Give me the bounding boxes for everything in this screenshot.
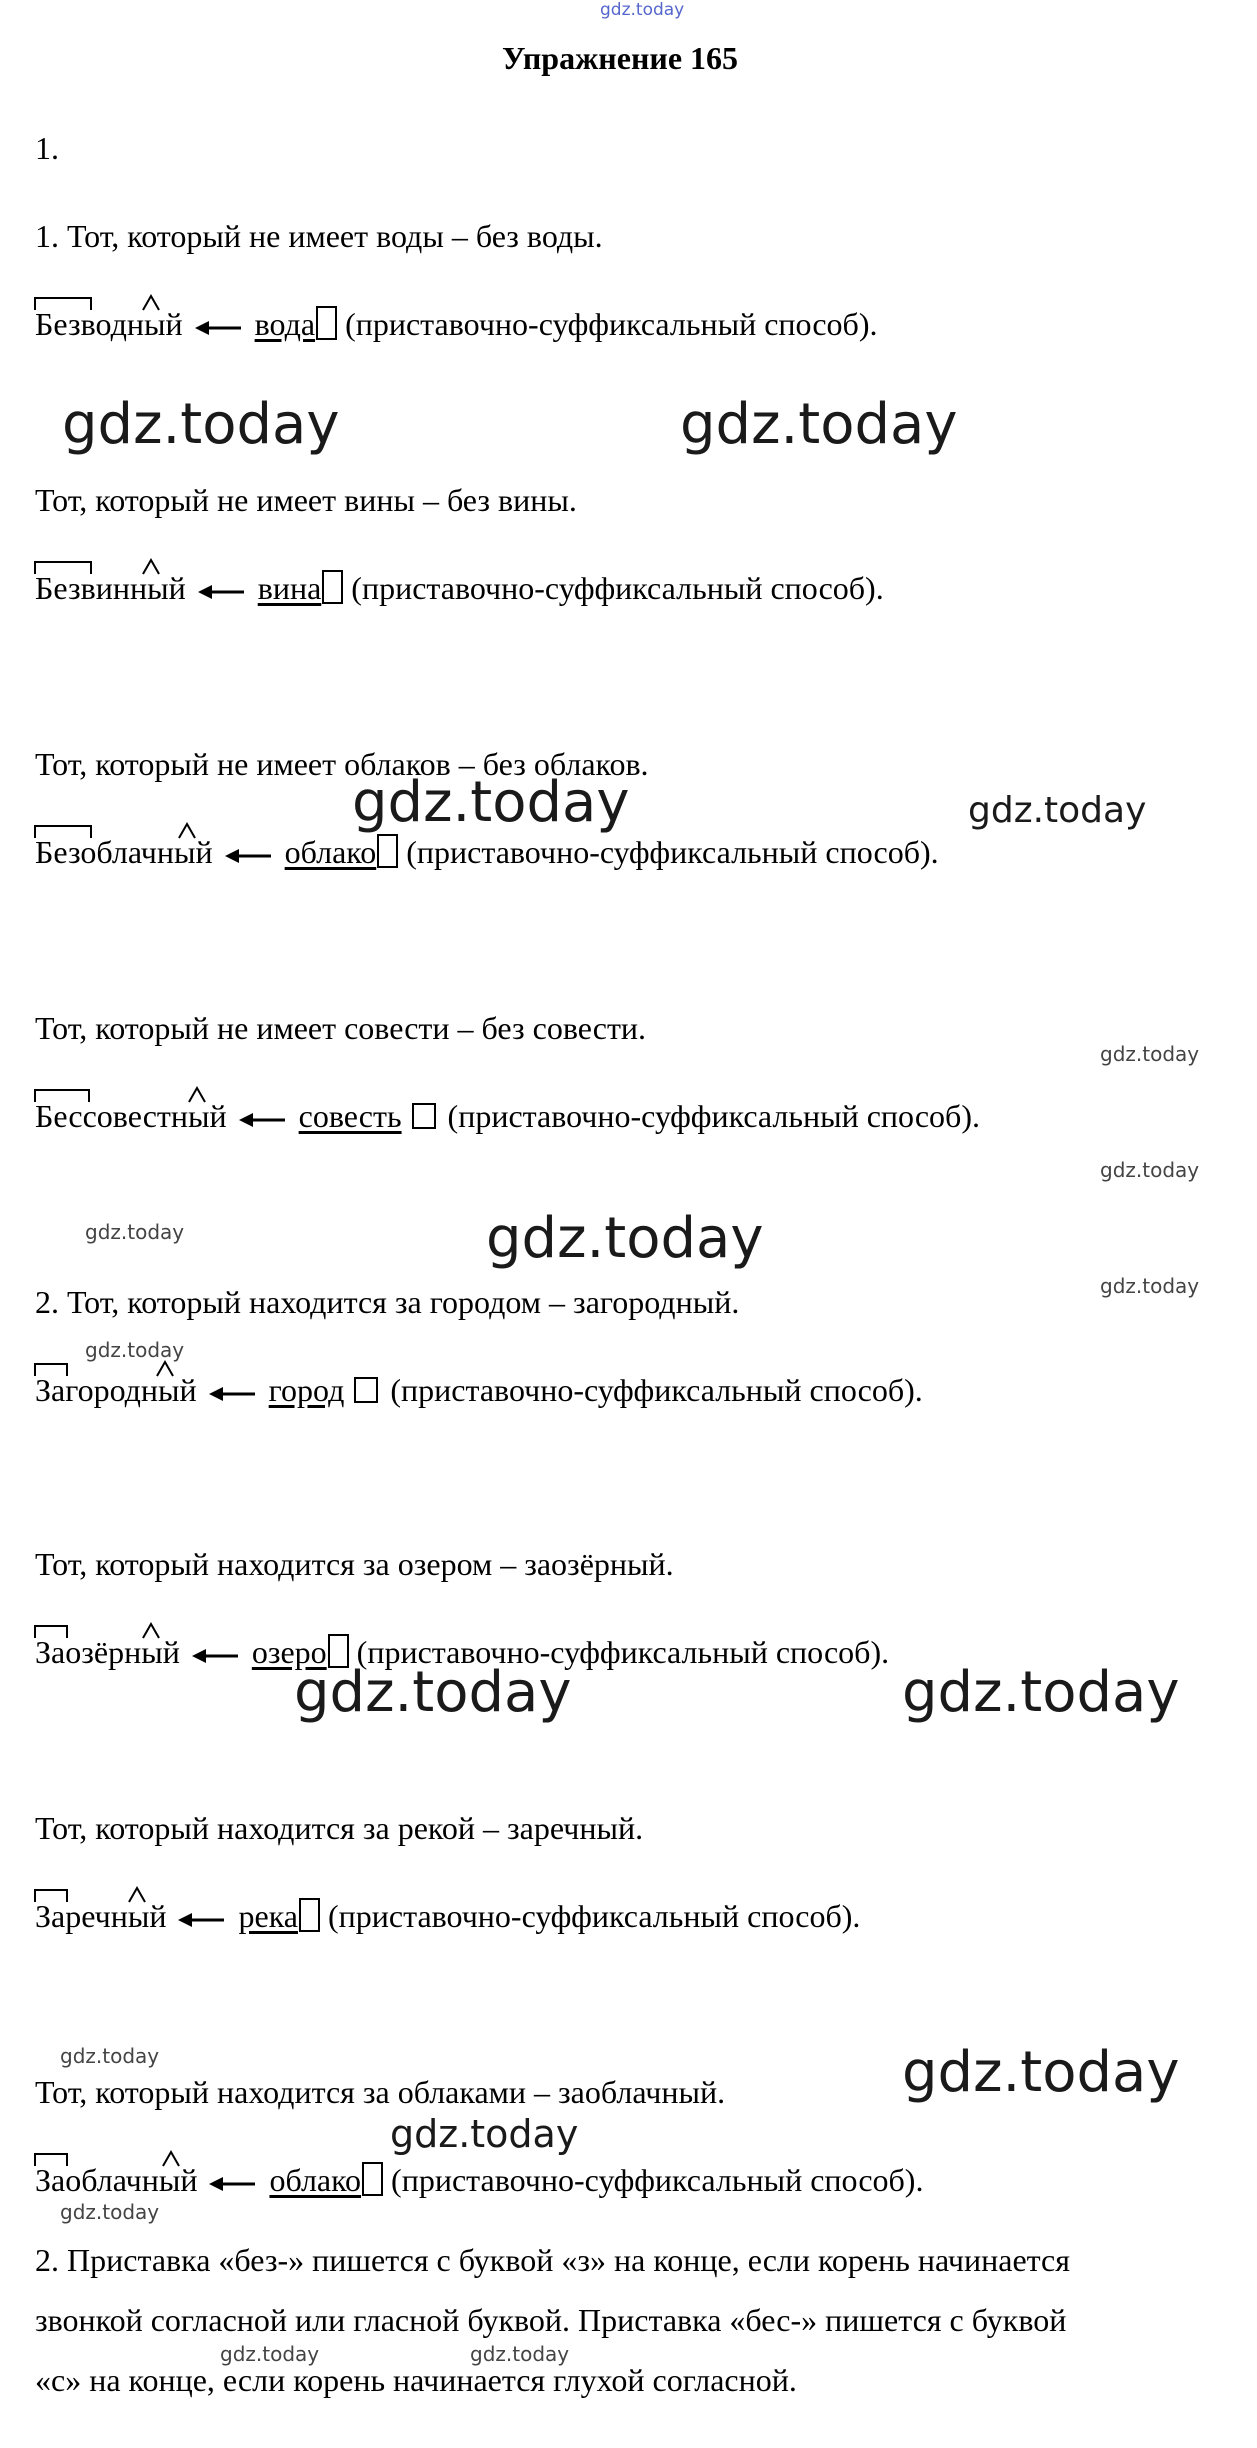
morpheme-marks	[33, 820, 233, 840]
question-line: Тот, который находится за озером – заозёрный.	[35, 1546, 674, 1582]
watermark: gdz.today	[486, 1206, 764, 1271]
question-line: Тот, который находится за облаками – заоблачный.	[35, 2074, 726, 2110]
watermark: gdz.today	[902, 1660, 1180, 1725]
derived-word: Заозёрный	[35, 1634, 180, 1670]
watermark: gdz.today	[1100, 1042, 1200, 1066]
left-arrow-icon	[178, 1910, 226, 1930]
base-word: озеро	[251, 1634, 327, 1670]
method-text: (приставочно-суффиксальный способ).	[327, 1898, 861, 1934]
derived-word: Безвинный	[35, 570, 186, 606]
task1-number: 1.	[35, 130, 59, 166]
base-word: река	[238, 1898, 298, 1934]
watermark: gdz.today	[294, 1660, 572, 1725]
left-arrow-icon	[198, 582, 246, 602]
left-arrow-icon	[209, 1384, 257, 1404]
left-arrow-icon	[195, 318, 243, 338]
watermark: gdz.today	[680, 392, 958, 457]
empty-ending-box	[354, 1377, 378, 1403]
watermark: gdz.today	[470, 2342, 570, 2366]
base-word: вина	[257, 570, 322, 606]
morpheme-marks	[33, 1620, 233, 1640]
morpheme-marks	[33, 1358, 233, 1378]
question-line: Тот, который не имеет вины – без вины.	[35, 482, 577, 518]
watermark: gdz.today	[902, 2040, 1180, 2105]
watermark: gdz.today	[220, 2342, 320, 2366]
question-line: Тот, который не имеет облаков – без облаков.	[35, 746, 649, 782]
empty-ending-box	[412, 1103, 436, 1129]
derived-word: Заоблачный	[35, 2162, 198, 2198]
paragraph-line: «с» на конце, если корень начинается глухой согласной.	[35, 2362, 797, 2398]
ending-box	[299, 1898, 320, 1932]
question-line: Тот, который находится за рекой – заречный.	[35, 1810, 644, 1846]
ending-box	[362, 2162, 383, 2196]
watermark: gdz.today	[1100, 1274, 1200, 1298]
morpheme-marks	[33, 556, 193, 576]
morpheme-marks	[33, 2148, 233, 2168]
ending-box	[377, 834, 398, 868]
derived-word: Бессовестный	[35, 1098, 227, 1134]
watermark-top: gdz.today	[600, 0, 685, 20]
morpheme-marks	[33, 292, 193, 312]
page-title: Упражнение 165	[502, 40, 739, 76]
derived-word: Загородный	[35, 1372, 197, 1408]
base-word: облако	[284, 834, 377, 870]
watermark: gdz.today	[60, 2044, 160, 2068]
watermark: gdz.today	[968, 790, 1147, 831]
paragraph-line: звонкой согласной или гласной буквой. Приставка «бес-» пишется с буквой	[35, 2302, 1067, 2338]
derived-word: Безводный	[35, 306, 183, 342]
method-text: (приставочно-суффиксальный способ).	[356, 1634, 890, 1670]
question-line: Тот, который не имеет совести – без совести.	[35, 1010, 647, 1046]
left-arrow-icon	[225, 846, 273, 866]
base-word: вода	[254, 306, 316, 342]
method-text: (приставочно-суффиксальный способ).	[351, 570, 884, 606]
ending-box	[322, 570, 343, 604]
left-arrow-icon	[209, 2174, 257, 2194]
method-text: (приставочно-суффиксальный способ).	[390, 1372, 923, 1408]
watermark: gdz.today	[85, 1338, 185, 1362]
base-word: облако	[269, 2162, 362, 2198]
question-line: 2. Тот, который находится за городом – загородный.	[35, 1284, 740, 1320]
derived-word: Заречный	[35, 1898, 167, 1934]
base-word: город	[268, 1372, 345, 1408]
base-word: совесть	[298, 1098, 402, 1134]
derived-word: Безоблачный	[35, 834, 213, 870]
method-text: (приставочно-суффиксальный способ).	[345, 306, 878, 342]
morpheme-marks	[33, 1084, 233, 1104]
watermark: gdz.today	[60, 2200, 160, 2224]
method-text: (приставочно-суффиксальный способ).	[406, 834, 939, 870]
watermark: gdz.today	[1100, 1158, 1200, 1182]
ending-box	[316, 306, 337, 340]
watermark: gdz.today	[352, 770, 630, 835]
paragraph-line: 2. Приставка «без-» пишется с буквой «з» на конце, если корень начинается	[35, 2242, 1070, 2278]
left-arrow-icon	[192, 1646, 240, 1666]
watermark: gdz.today	[390, 2112, 579, 2156]
watermark: gdz.today	[85, 1220, 185, 1244]
watermark: gdz.today	[62, 392, 340, 457]
method-text: (приставочно-суффиксальный способ).	[391, 2162, 924, 2198]
method-text: (приставочно-суффиксальный способ).	[447, 1098, 980, 1134]
left-arrow-icon	[239, 1110, 287, 1130]
morpheme-marks	[33, 1884, 233, 1904]
question-line: 1. Тот, который не имеет воды – без воды.	[35, 218, 603, 254]
